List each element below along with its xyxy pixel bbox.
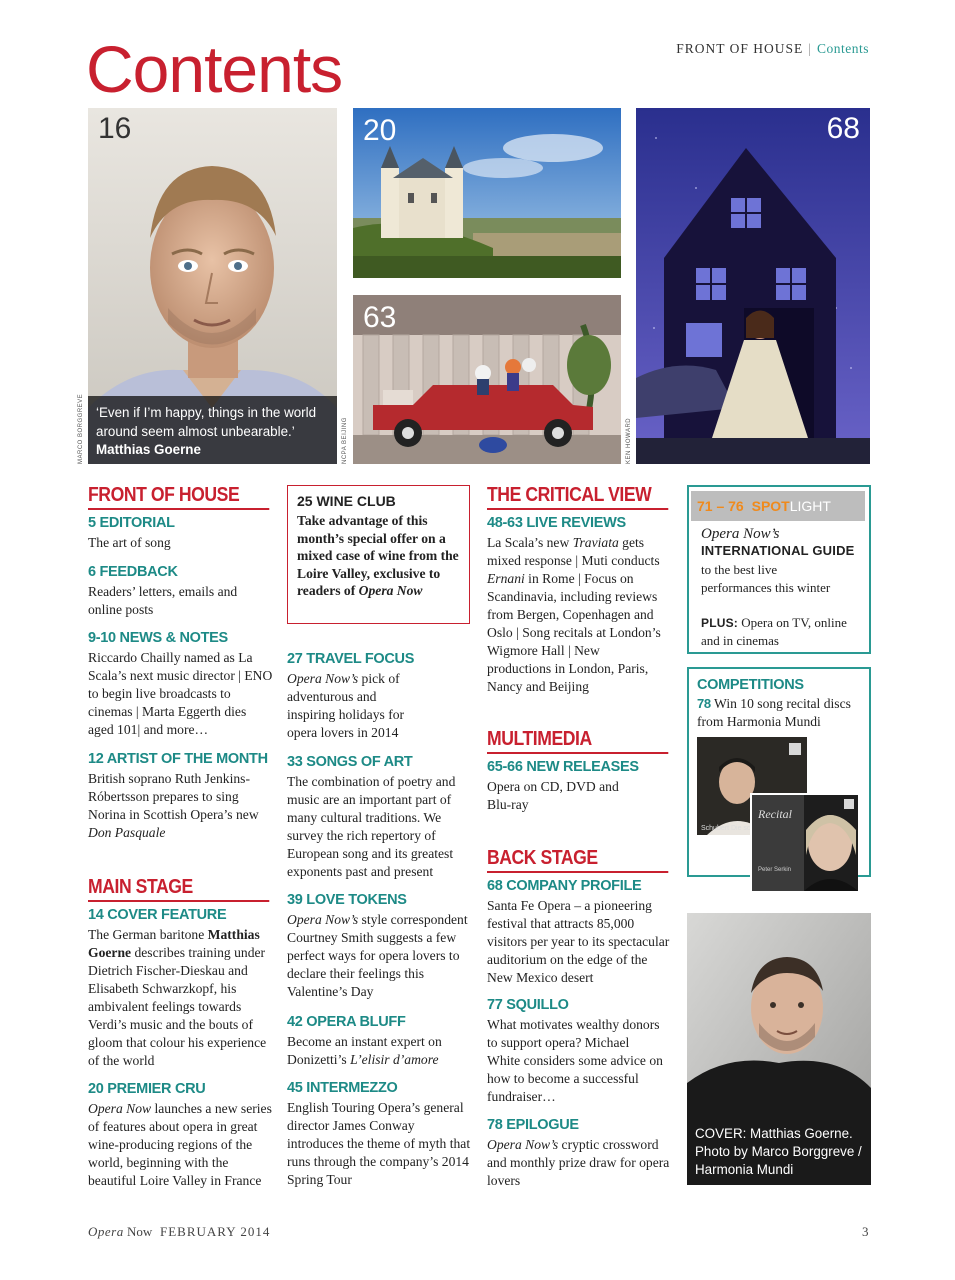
- cd-recital-artist: Peter Serkin: [758, 867, 792, 873]
- item-feedback-title[interactable]: 6 FEEDBACK: [88, 564, 178, 580]
- item-cover-feature-body: [88, 926, 274, 1070]
- footer-page-number: 3: [862, 1224, 869, 1239]
- item-songs-title[interactable]: 33 SONGS OF ART: [287, 754, 413, 770]
- photo-20-chateau: [353, 108, 621, 278]
- item-editorial-body: The art of song: [88, 535, 171, 550]
- cd-cover-recital: [752, 795, 858, 891]
- item-news-title[interactable]: 9-10 NEWS & NOTES: [88, 630, 228, 646]
- wine-club-text: Take advantage of this month’s special offer on a mixed case of wine from the Loire Valley, exclusive to readers of: [297, 513, 459, 599]
- spotlight-light: LIGHT: [789, 498, 831, 514]
- page-number-63: 63: [363, 301, 397, 334]
- footer-magazine-opera: Opera: [88, 1224, 124, 1239]
- running-head-sub: Contents: [816, 41, 869, 56]
- love-italic: Opera Now’s: [287, 912, 359, 927]
- live-reviews-i2: Ernani: [487, 571, 525, 586]
- page-number-16: 16: [98, 112, 132, 145]
- item-premier-cru-title[interactable]: 20 PREMIER CRU: [88, 1081, 206, 1097]
- cover-feature-text-a: The German baritone: [88, 927, 208, 942]
- live-reviews-c: in Rome | Focus on Scandinavia, including reviews from Bergen, Copenhagen and Oslo | Song recitals at London’s Wigmore Hall | New productions in London, Paris, Nancy and Beijing: [487, 571, 661, 694]
- stage-house-illustration: [636, 108, 870, 464]
- page-number-20: 20: [363, 114, 397, 147]
- epilogue-text: cryptic crossword and monthly prize draw for opera lovers: [487, 1137, 670, 1188]
- love-text: style correspondent Courtney Smith suggests a few perfect ways for opera lovers to declare their feelings this Valentine’s Day: [287, 912, 468, 999]
- competitions-body: [697, 695, 865, 731]
- page-number-68: 68: [826, 112, 860, 145]
- item-new-releases-title[interactable]: 65-66 NEW RELEASES: [487, 759, 639, 775]
- cover-feature-bold: Matthias Goerne: [88, 927, 260, 960]
- running-head: [676, 41, 869, 57]
- spotlight-plus-body: Opera on TV, online and in cinemas: [701, 615, 847, 648]
- item-feedback-body: Readers’ letters, emails and online posts: [88, 584, 238, 617]
- spotlight-guide-body: to the best live performances this winter: [701, 562, 831, 595]
- live-reviews-b: gets mixed response | Muti conducts: [487, 535, 660, 568]
- item-news-body: Riccardo Chailly named as La Scala’s next music director | ENO to begin live broadcasts to cinemas | Marta Eggerth dies aged 101| and more…: [88, 650, 273, 737]
- item-new-releases-body: Opera on CD, DVD and Blu-ray: [487, 779, 619, 812]
- competitions-num: 78: [697, 696, 711, 711]
- competitions-title: COMPETITIONS: [697, 677, 804, 693]
- item-cover-feature-title[interactable]: 14 COVER FEATURE: [88, 907, 227, 923]
- section-critical-view: THE CRITICAL VIEW: [487, 485, 668, 510]
- wine-club-title: 25 WINE CLUB: [297, 493, 396, 509]
- item-company-profile-title[interactable]: 68 COMPANY PROFILE: [487, 878, 642, 894]
- pull-quote: [96, 404, 331, 460]
- running-head-section: FRONT OF HOUSE: [676, 41, 804, 56]
- wine-club-body: [297, 512, 462, 600]
- footer-magazine: [88, 1224, 270, 1240]
- item-bluff-title[interactable]: 42 OPERA BLUFF: [287, 1014, 406, 1030]
- section-multimedia: MULTIMEDIA: [487, 729, 668, 754]
- cover-photo: [687, 913, 871, 1185]
- footer-issue: FEBRUARY 2014: [160, 1224, 271, 1239]
- photo-credit-68: KEN HOWARD: [626, 417, 632, 464]
- item-intermezzo-title[interactable]: 45 INTERMEZZO: [287, 1080, 398, 1096]
- premier-cru-italic: Opera Now: [88, 1101, 152, 1116]
- item-travel-body: [287, 670, 422, 742]
- section-back-stage: BACK STAGE: [487, 848, 668, 873]
- item-epilogue-body: [487, 1136, 673, 1190]
- item-editorial-title[interactable]: 5 EDITORIAL: [88, 515, 175, 531]
- cd-recital-title: Recital: [758, 807, 792, 821]
- item-love-title[interactable]: 39 LOVE TOKENS: [287, 892, 407, 908]
- item-artist-title[interactable]: 12 ARTIST OF THE MONTH: [88, 751, 268, 767]
- item-company-profile-body: Santa Fe Opera – a pioneering festival that attracts 85,000 visitors per year to its spectacular auditorium on the edge of the New Mexico desert: [487, 898, 670, 985]
- epilogue-italic: Opera Now’s: [487, 1137, 559, 1152]
- section-front-of-house: FRONT OF HOUSE: [88, 485, 269, 510]
- item-artist-body: [88, 770, 268, 842]
- item-epilogue-title[interactable]: 78 EPILOGUE: [487, 1117, 579, 1133]
- section-main-stage: MAIN STAGE: [88, 877, 269, 902]
- photo-credit-63: NCPA BEIJING: [342, 417, 348, 464]
- item-squillo-title[interactable]: 77 SQUILLO: [487, 997, 569, 1013]
- running-head-separator: |: [808, 41, 812, 56]
- live-reviews-i1: Traviata: [572, 535, 619, 550]
- photo-63-stage-car: [353, 295, 621, 464]
- item-artist-body-italic: Don Pasquale: [88, 825, 166, 840]
- live-reviews-a: La Scala’s new: [487, 535, 573, 550]
- travel-italic: Opera Now’s: [287, 671, 359, 686]
- wine-club-italic: Opera Now: [358, 583, 423, 599]
- item-artist-body-text: British soprano Ruth Jenkins-Róbertsson prepares to sing Norina in Scottish Opera’s new: [88, 771, 259, 822]
- bluff-text: Become an instant expert on Donizetti’s: [287, 1034, 442, 1067]
- photo-16-portrait: [88, 108, 337, 464]
- item-love-body: [287, 911, 473, 1001]
- item-bluff-body: [287, 1033, 473, 1069]
- item-squillo-body: What motivates wealthy donors to support opera? Michael White considers some advice on how to become a successful fundraiser…: [487, 1017, 663, 1104]
- pull-quote-name: Matthias Goerne: [96, 442, 201, 457]
- page-title: Contents: [86, 32, 343, 106]
- bluff-italic: L’elisir d’amore: [350, 1052, 439, 1067]
- premier-cru-text: launches a new series of features about opera in great wine-producing regions of the world, beginning with the beautiful Loire Valley in France: [88, 1101, 272, 1188]
- item-intermezzo-body: English Touring Opera’s general director James Conway introduces the theme of myth that runs through the company’s 2014 Spring Tour: [287, 1100, 471, 1187]
- pull-quote-text: ‘Even if I’m happy, things in the world around seem almost unbearable.’: [96, 405, 317, 439]
- cover-caption: COVER: Matthias Goerne. Photo by Marco Borggreve / Harmonia Mundi: [695, 1126, 862, 1177]
- item-songs-body: The combination of poetry and music are an important part of many cultural traditions. We survey the rich repertory of European song and its greatest exponents past and present: [287, 774, 456, 879]
- spotlight-plus: [701, 614, 851, 650]
- photo-credit-16: MARCO BORGGREVE: [78, 393, 84, 464]
- spotlight-opera-now: Opera Now’s: [701, 526, 780, 542]
- photo-68-stage-house: [636, 108, 870, 464]
- cd-schubert-label: Schubert Die sc: [701, 825, 751, 832]
- spotlight-spot: SPOT: [751, 498, 790, 514]
- item-live-reviews-body: [487, 534, 667, 696]
- spotlight-range: 71 – 76: [697, 498, 744, 514]
- item-travel-title[interactable]: 27 TRAVEL FOCUS: [287, 651, 415, 667]
- cover-feature-text-c: describes training under Dietrich Fischer-Dieskau and Elisabeth Schwarzkopf, his ambivalent feelings towards Verdi’s music and the bouts of gloom that colour his experience of the world: [88, 945, 267, 1068]
- spotlight-banner: [691, 491, 865, 521]
- item-premier-cru-body: [88, 1100, 274, 1190]
- item-live-reviews-title[interactable]: 48-63 LIVE REVIEWS: [487, 515, 626, 531]
- competitions-text: Win 10 song recital discs from Harmonia Mundi: [697, 696, 851, 729]
- spotlight-plus-label: PLUS:: [701, 616, 738, 630]
- spotlight-guide-title: INTERNATIONAL GUIDE: [701, 543, 855, 558]
- travel-text: pick of adventurous and inspiring holidays for opera lovers in 2014: [287, 671, 405, 740]
- footer-magazine-now: Now: [123, 1224, 153, 1239]
